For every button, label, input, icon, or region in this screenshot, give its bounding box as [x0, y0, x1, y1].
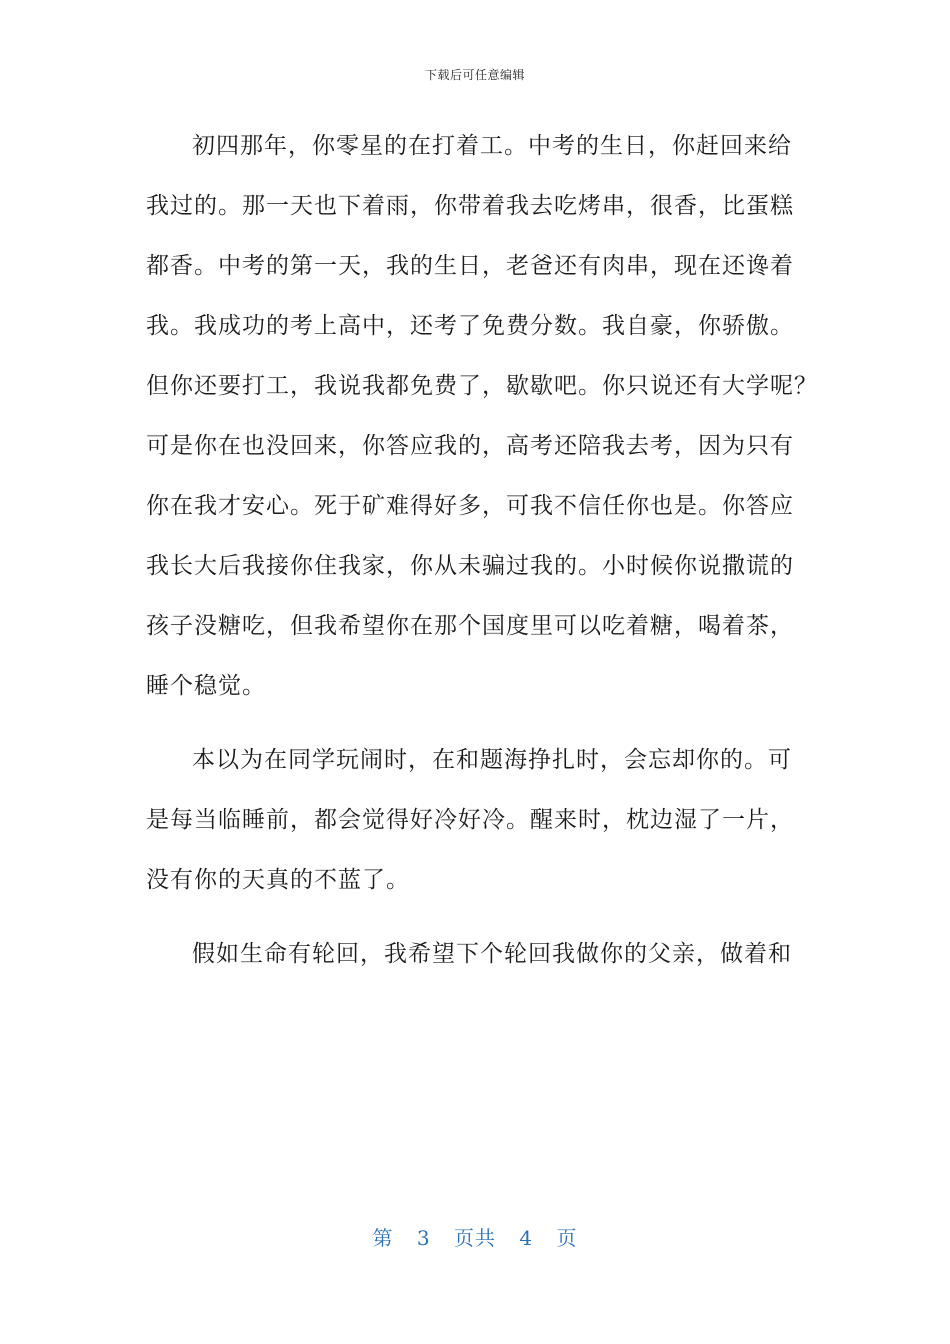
page-header: 下载后可任意编辑	[424, 68, 525, 82]
text-line: 假如生命有轮回，我希望下个轮回我做你的父亲，做着和	[192, 941, 792, 967]
text-line: 我过的。那一天也下着雨，你带着我去吃烤串，很香，比蛋糕	[146, 193, 794, 219]
text-line: 孩子没糖吃，但我希望你在那个国度里可以吃着糖，喝着茶，	[146, 613, 794, 639]
text-line: 是每当临睡前，都会觉得好冷好冷。醒来时，枕边湿了一片，	[146, 807, 794, 833]
text-line: 没有你的天真的不蓝了。	[146, 867, 410, 893]
footer-label-end: 页	[556, 1226, 578, 1250]
document-body	[146, 116, 818, 984]
paragraph-1	[146, 116, 818, 716]
footer-current-page: 3	[416, 1226, 431, 1250]
text-line: 可是你在也没回来，你答应我的，高考还陪我去考，因为只有	[146, 433, 794, 459]
text-line: 我。我成功的考上高中，还考了免费分数。我自豪，你骄傲。	[146, 313, 794, 339]
text-line: 本以为在同学玩闹时，在和题海挣扎时，会忘却你的。可	[192, 747, 792, 773]
text-line: 睡个稳觉。	[146, 673, 266, 699]
text-line: 但你还要打工，我说我都免费了，歇歇吧。你只说还有大学呢？	[146, 373, 818, 399]
text-line: 初四那年，你零星的在打着工。中考的生日，你赶回来给	[192, 133, 792, 159]
paragraph-2	[146, 730, 808, 910]
footer-total-pages: 4	[519, 1226, 534, 1250]
text-line: 你在我才安心。死于矿难得好多，可我不信任你也是。你答应	[146, 493, 794, 519]
paragraph-3	[146, 924, 808, 984]
text-line: 都香。中考的第一天，我的生日，老爸还有肉串，现在还谗着	[146, 253, 794, 279]
page-footer	[0, 1224, 950, 1252]
text-line: 我长大后我接你住我家，你从未骗过我的。小时候你说撒谎的	[146, 553, 794, 579]
footer-label-of: 页共	[454, 1226, 496, 1250]
footer-label-page: 第	[372, 1226, 394, 1250]
